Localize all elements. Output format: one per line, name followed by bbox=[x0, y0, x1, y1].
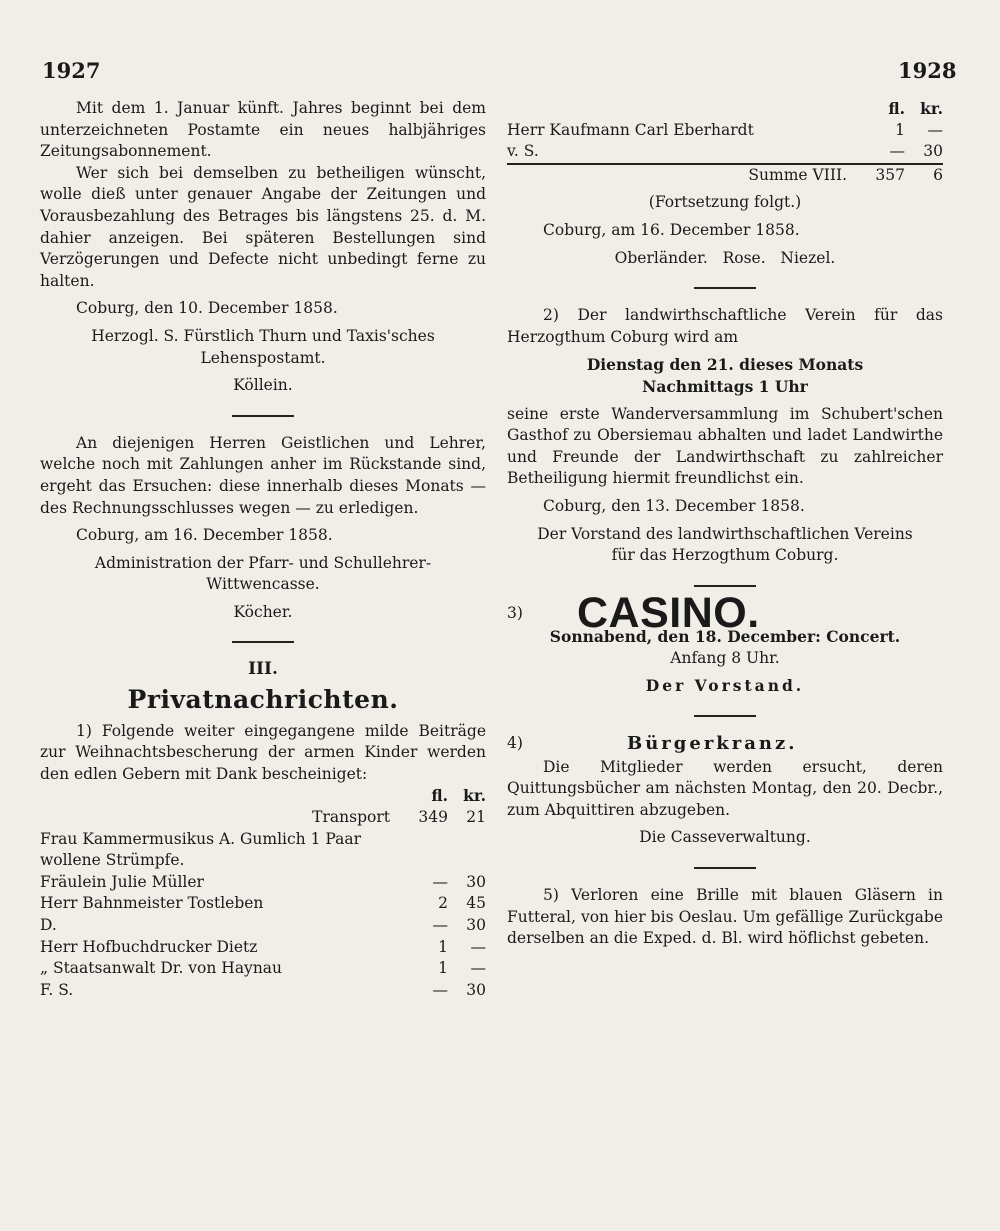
donation-fl: 1 bbox=[438, 959, 448, 978]
donation-fl: 2 bbox=[438, 894, 448, 913]
postamt-notice-text: Mit dem 1. Januar künft. Jahres beginnt bei dem unterzeichneten Postamte ein neues halbjähriges Zeitungsabonnement. bbox=[40, 99, 486, 161]
donation-fl: — bbox=[889, 142, 905, 161]
donation-row bbox=[40, 872, 486, 894]
donor-name: „ Staatsanwalt Dr. von Haynau bbox=[40, 959, 283, 978]
casino-signature: Der Vorstand. bbox=[645, 676, 805, 696]
col-kr-header: kr. bbox=[920, 99, 943, 118]
donor-name: Herr Bahnmeister Tostleben bbox=[40, 894, 264, 913]
wittwencasse-signature-line1: Administration der Pfarr- und Schullehrer- bbox=[94, 553, 432, 572]
right-column bbox=[507, 98, 943, 950]
page-number-right: 1928 bbox=[898, 58, 957, 83]
donation-kr: 30 bbox=[466, 980, 486, 999]
page-number-left: 1927 bbox=[42, 58, 101, 83]
donation-row bbox=[40, 958, 486, 980]
postamt-notice-text-2: Wer sich bei demselben zu betheiligen wünscht, wolle dieß unter genauer Angabe der Zeitungen und Vorausbezahlung des Betrages bis längstens 25. d. M. dahier anzeigen. Bei späteren Bestellungen sind Verzögerungen und Defecte nicht unbedingt ferne zu halten. bbox=[40, 163, 486, 290]
verein-body: seine erste Wanderversammlung im Schubert'schen Gasthof zu Obersiemau abhalten und ladet Landwirthe und Freunde der Landwirthschaft zu zahlreicher Betheiligung hiermit freundlichst ein. bbox=[507, 404, 943, 488]
summe-kr: 6 bbox=[905, 164, 943, 187]
donation-row bbox=[507, 141, 943, 164]
transport-fl: 349 bbox=[418, 808, 448, 827]
donation-fl: — bbox=[432, 916, 448, 934]
section-divider bbox=[232, 415, 294, 417]
donation-row bbox=[507, 120, 943, 142]
verein-intro: 2) Der landwirthschaftliche Verein für das Herzogthum Coburg wird am bbox=[507, 306, 943, 346]
donation-kr: — bbox=[470, 959, 486, 978]
verein-place-date: Coburg, den 13. December 1858. bbox=[543, 496, 805, 515]
donation-kr: 45 bbox=[466, 894, 486, 913]
buergerkranz-number: 4) bbox=[507, 734, 523, 753]
donation-fl bbox=[404, 850, 448, 872]
section-number: III. bbox=[248, 659, 278, 680]
col-fl-header: fl. bbox=[431, 786, 448, 806]
wittwencasse-notice-text: An diejenigen Herren Geistlichen und Lehrer, welche noch mit Zahlungen anher im Rückstande sind, ergeht das Ersuchen: diese innerhalb dieses Monats — des Rechnungsschlusses wegen — zu erledigen. bbox=[40, 433, 486, 517]
donation-kr: 30 bbox=[466, 872, 486, 891]
section-divider bbox=[694, 715, 756, 717]
section-divider bbox=[694, 287, 756, 289]
donation-kr: 30 bbox=[466, 916, 486, 934]
section-divider bbox=[694, 867, 756, 869]
buergerkranz-title: Bürgerkranz. bbox=[627, 733, 798, 755]
donation-fl: — bbox=[432, 980, 448, 999]
donation-kr: 30 bbox=[923, 142, 943, 161]
donation-fl: 1 bbox=[895, 120, 905, 139]
donor-name: D. bbox=[40, 916, 57, 934]
lost-glasses-notice: 5) Verloren eine Brille mit blauen Gläsern in Futteral, von hier bis Oeslau. Um gefällige Zurückgabe derselben an die Exped. d. Bl. wird höflichst gebeten. bbox=[507, 886, 943, 948]
wittwencasse-signature-line2: Wittwencasse. bbox=[206, 575, 320, 594]
donations-intro: 1) Folgende weiter eingegangene milde Beiträge zur Weihnachtsbescherung der armen Kinder werden den edlen Gebern mit Dank bescheiniget: bbox=[40, 721, 486, 783]
verein-date-line2: Nachmittags 1 Uhr bbox=[642, 376, 808, 396]
buergerkranz-heading bbox=[507, 733, 943, 755]
section-divider bbox=[694, 585, 756, 587]
donor-name: v. S. bbox=[507, 142, 539, 161]
verein-date-line1: Dienstag den 21. dieses Monats bbox=[586, 355, 864, 375]
donor-name: F. S. bbox=[40, 980, 74, 999]
donor-name: Herr Hofbuchdrucker Dietz bbox=[40, 937, 258, 956]
left-column bbox=[40, 98, 486, 1001]
donation-fl bbox=[404, 829, 448, 851]
donations-table bbox=[40, 785, 486, 1001]
donor-name: Herr Kaufmann Carl Eberhardt bbox=[507, 120, 754, 139]
donations-continued-table bbox=[507, 98, 943, 186]
donation-kr bbox=[448, 850, 486, 872]
donation-row bbox=[40, 893, 486, 915]
casino-line2: Anfang 8 Uhr. bbox=[670, 648, 780, 667]
donation-kr bbox=[448, 829, 486, 851]
section-divider bbox=[232, 641, 294, 643]
transport-label: Transport bbox=[312, 808, 390, 827]
donation-kr: — bbox=[927, 120, 943, 139]
donations-continued-header bbox=[507, 98, 943, 120]
col-kr-header: kr. bbox=[463, 786, 486, 806]
donor-name: Frau Kammermusikus A. Gumlich 1 Paar bbox=[40, 829, 361, 848]
verein-signature-line2: für das Herzogthum Coburg. bbox=[611, 546, 839, 565]
casino-title: CASINO. bbox=[577, 588, 760, 637]
transport-row bbox=[40, 807, 486, 829]
wittwencasse-signature-name: Köcher. bbox=[233, 602, 293, 621]
postamt-signature-name: Köllein. bbox=[233, 376, 293, 395]
transport-kr: 21 bbox=[466, 808, 486, 827]
donation-row bbox=[40, 937, 486, 959]
summe-row bbox=[507, 164, 943, 187]
donor-name: wollene Strümpfe. bbox=[40, 851, 185, 870]
wittwencasse-place-date: Coburg, am 16. December 1858. bbox=[76, 526, 333, 545]
section-title: Privatnachrichten. bbox=[127, 685, 399, 715]
donation-kr: — bbox=[470, 937, 486, 956]
summe-label: Summe VIII. bbox=[507, 164, 861, 187]
donation-row bbox=[40, 915, 486, 937]
donation-row bbox=[40, 850, 486, 872]
donations-place-date: Coburg, am 16. December 1858. bbox=[543, 220, 800, 239]
casino-number: 3) bbox=[507, 603, 523, 622]
continued-note: (Fortsetzung folgt.) bbox=[648, 193, 802, 212]
postamt-place-date: Coburg, den 10. December 1858. bbox=[76, 299, 338, 318]
donation-fl: 1 bbox=[438, 937, 448, 956]
buergerkranz-body: Die Mitglieder werden ersucht, deren Quittungsbücher am nächsten Montag, den 20. Decbr., zum Abquittiren abzugeben. bbox=[507, 757, 943, 819]
casino-line1: Sonnabend, den 18. December: Concert. bbox=[549, 627, 901, 647]
donation-row bbox=[40, 829, 486, 851]
buergerkranz-signature: Die Casseverwaltung. bbox=[639, 828, 811, 847]
postamt-signature-line1: Herzogl. S. Fürstlich Thurn und Taxis'sches bbox=[91, 326, 435, 345]
col-fl-header: fl. bbox=[888, 99, 905, 118]
donor-name: Fräulein Julie Müller bbox=[40, 872, 204, 891]
donation-fl: — bbox=[432, 872, 448, 891]
postamt-signature-line2: Lehenspostamt. bbox=[200, 348, 326, 367]
donation-row bbox=[40, 980, 486, 1002]
summe-fl: 357 bbox=[861, 164, 905, 187]
verein-signature-line1: Der Vorstand des landwirthschaftlichen Vereins bbox=[537, 524, 913, 543]
donations-header-row bbox=[40, 785, 486, 807]
donations-signers: Oberländer. Rose. Niezel. bbox=[614, 248, 836, 267]
